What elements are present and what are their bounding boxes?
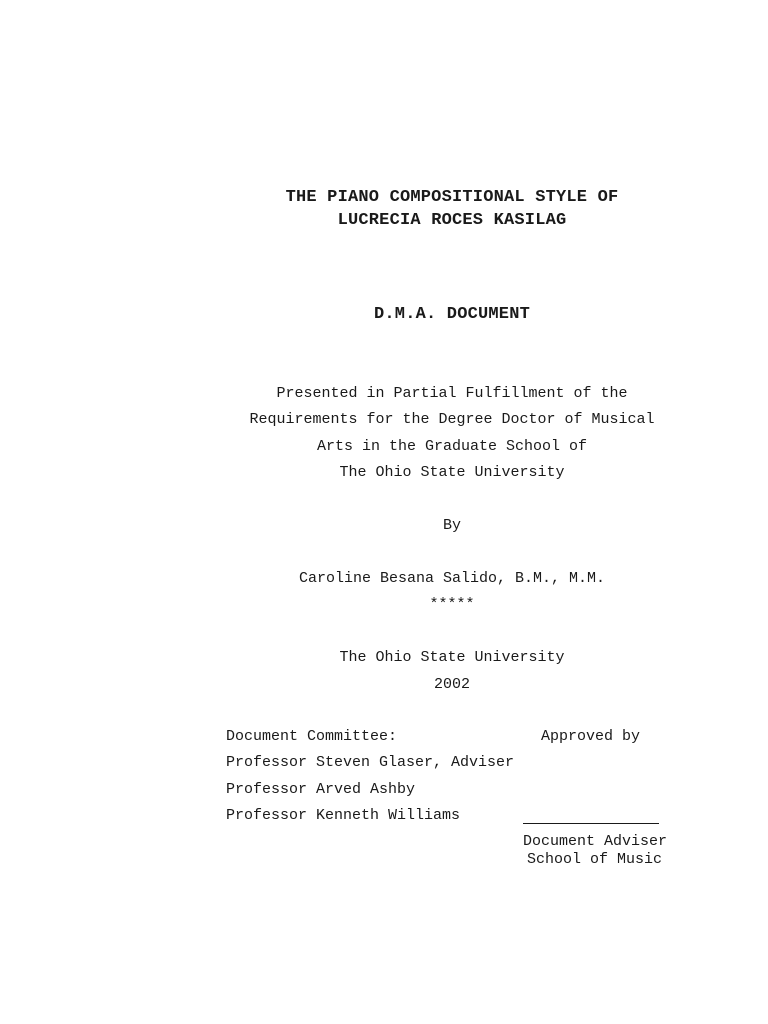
signature-line	[523, 823, 659, 824]
committee-member: Professor Steven Glaser, Adviser	[226, 754, 515, 771]
by-label: By	[442, 517, 461, 534]
document-title-line-1: THE PIANO COMPOSITIONAL STYLE OF	[285, 188, 619, 207]
approved-by-label: Approved by	[541, 728, 641, 745]
committee-member: Professor Arved Ashby	[226, 781, 416, 798]
signature-title: Document Adviser	[523, 833, 668, 850]
committee-member: Professor Kenneth Williams	[226, 807, 461, 824]
document-title-line-2: LUCRECIA ROCES KASILAG	[337, 211, 567, 230]
presentation-line-1: Presented in Partial Fulfillment of the	[276, 385, 628, 402]
author-name: Caroline Besana Salido, B.M., M.M.	[298, 570, 606, 587]
presentation-line-3: Arts in the Graduate School of	[316, 438, 588, 455]
publication-year: 2002	[433, 676, 470, 693]
presentation-line-2: Requirements for the Degree Doctor of Musical	[249, 411, 655, 428]
committee-heading: Document Committee:	[226, 728, 398, 745]
department-name: School of Music	[527, 851, 663, 868]
institution-name: The Ohio State University	[339, 649, 565, 666]
separator-stars: *****	[429, 596, 475, 613]
document-type: D.M.A. DOCUMENT	[373, 305, 531, 324]
presentation-line-4: The Ohio State University	[339, 464, 565, 481]
